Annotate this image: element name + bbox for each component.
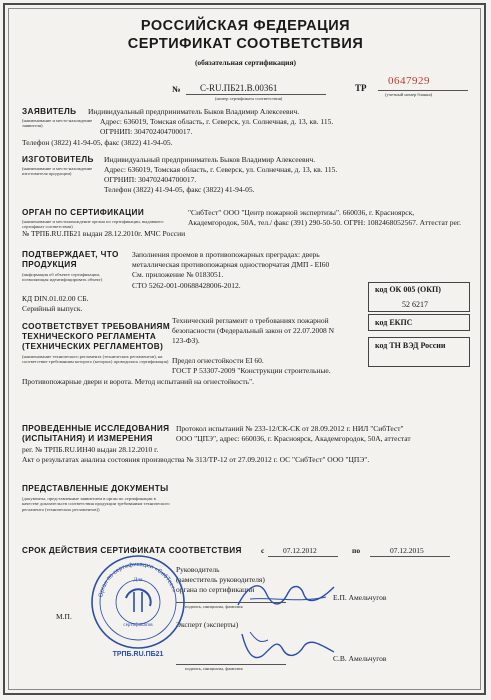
applicant-caption: (наименование и место-нахождение заявителя)	[22, 118, 93, 129]
compliance-label-2: ТЕХНИЧЕСКОГО РЕГЛАМЕНТА	[22, 332, 157, 341]
compliance-caption: (наименование технического регламента (технических регламентов), на соответствие требованиям которого (которых) проводилась сертификация)	[22, 354, 169, 365]
expert-label: Эксперт (эксперты)	[176, 620, 239, 629]
manufacturer-line2: Адрес: 636019, Томская область, г. Северск, ул. Солнечная, д. 13, кв. 115.	[104, 165, 338, 174]
compliance-line6: Противопожарные двери и ворота. Метод испытаний на огнестойкость".	[22, 377, 255, 386]
compliance-line5: ГОСТ Р 53307-2009 "Конструкции строительные.	[172, 366, 331, 375]
tests-line4: Акт о результатах анализа состояния производства № 313/ТР-12 от 27.09.2012 г. ОС "СибТест" ООО "ЦПЭ".	[22, 455, 370, 464]
validity-to-label: по	[352, 546, 361, 555]
official-seal	[88, 548, 188, 660]
head-line1: Руководитель	[176, 565, 220, 574]
certificate-number: C-RU.ПБ21.В.00361	[200, 83, 278, 93]
validity-to-underline	[370, 556, 450, 557]
applicant-line1: Индивидуальный предприниматель Быков Владимир Алексеевич.	[88, 107, 300, 116]
okp-value: 52 6217	[402, 300, 428, 309]
validity-from-label: с	[261, 546, 265, 555]
expert-signature-caption: подпись, инициалы, фамилия	[185, 666, 243, 671]
certification-type: (обязательная сертификация)	[194, 58, 297, 67]
mp-label: М.П.	[56, 612, 72, 621]
expert-signature	[232, 626, 342, 668]
applicant-line4: Телефон (3822) 41-94-05, факс (3822) 41-94-05.	[22, 138, 173, 147]
manufacturer-line3: ОГРНИП: 304702404700017.	[104, 175, 197, 184]
documents-label: ПРЕДСТАВЛЕННЫЕ ДОКУМЕНТЫ	[22, 484, 169, 493]
cert-body-line3: № ТРПБ.RU.ПБ21 выдан 28.12.2010г. МЧС России	[22, 229, 186, 238]
blank-caption: (учетный номер бланка)	[385, 92, 433, 97]
product-label-2: ПРОДУКЦИЯ	[22, 260, 77, 269]
product-line1: Заполнения проемов в противопожарных преградах: дверь	[132, 250, 320, 259]
validity-label: СРОК ДЕЙСТВИЯ СЕРТИФИКАТА СООТВЕТСТВИЯ	[22, 546, 242, 555]
applicant-line3: ОГРНИП: 304702404700017.	[100, 127, 193, 136]
number-label: №	[172, 84, 181, 94]
head-signature	[230, 575, 340, 615]
head-name: Е.П. Амельчугов	[333, 593, 387, 602]
blank-underline	[378, 90, 468, 91]
manufacturer-line4: Телефон (3822) 41-94-05, факс (3822) 41-94-05.	[104, 185, 255, 194]
head-line3: органа по сертификации	[176, 585, 255, 594]
validity-from-underline	[268, 556, 338, 557]
product-line2: металлическая противопожарная одностворчатая ДМП - EI60	[132, 260, 330, 269]
country-title: РОССИЙСКАЯ ФЕДЕРАЦИЯ	[140, 18, 351, 34]
certificate-title: СЕРТИФИКАТ СООТВЕТСТВИЯ	[127, 36, 364, 52]
product-line3: См. приложение № 0183051.	[132, 270, 224, 279]
applicant-line2: Адрес: 636019, Томская область, г. Северск, ул. Солнечная, д. 13, кв. 115.	[100, 117, 334, 126]
okp-label: код ОК 005 (ОКП)	[375, 285, 441, 294]
seal-ring-text: Орган по сертификации «СибТест»	[98, 561, 177, 598]
compliance-line1: Технический регламент о требованиях пожарной	[172, 316, 329, 325]
head-signature-caption: подпись, инициалы, фамилия	[185, 604, 243, 609]
compliance-line2: безопасности (Федеральный закон от 22.07.2008 N	[172, 326, 335, 335]
head-line2: (заместитель руководителя)	[176, 575, 265, 584]
ekps-box	[368, 314, 470, 331]
seal-bottom-text: ТРПБ.RU.ПБ21	[112, 651, 164, 658]
manufacturer-label: ИЗГОТОВИТЕЛЬ	[22, 155, 94, 164]
seal-center-text-2: сертификатов	[123, 623, 153, 628]
number-caption: (номер сертификата соответствия)	[215, 96, 283, 101]
number-underline	[186, 94, 326, 95]
tnved-label: код ТН ВЭД России	[375, 341, 446, 350]
product-label-1: ПОДТВЕРЖДАЕТ, ЧТО	[22, 250, 119, 259]
manufacturer-caption: (наименование и место-нахождение изготовителя продукции)	[22, 166, 93, 177]
cert-body-line1: "СибТест" ООО "Центр пожарной экспертизы". 660036, г. Красноярск,	[188, 208, 415, 217]
compliance-label-1: СООТВЕТСТВУЕТ ТРЕБОВАНИЯМ	[22, 322, 171, 331]
okp-box	[368, 282, 470, 312]
tests-line2: ООО "ЦПЭ", адрес: 660036, г. Красноярск, Академгородок, 50А, аттестат	[176, 434, 411, 443]
compliance-line3: 123-ФЗ).	[172, 336, 200, 345]
manufacturer-line1: Индивидуальный предприниматель Быков Владимир Алексеевич.	[104, 155, 316, 164]
blank-number: 0647929	[388, 75, 430, 87]
tests-line1: Протокол испытаний № 233-12/СК-СК от 28.09.2012 г. НИЛ "СибТест"	[176, 424, 404, 433]
tp-label: ТР	[355, 83, 367, 93]
validity-from: 07.12.2012	[283, 546, 317, 555]
documents-caption: (документы, представленные заявителем в орган по сертификации в качестве доказательств соответствия продукции требованиям технического регламента (технических регламентов))	[22, 496, 170, 512]
ekps-label: код ЕКПС	[375, 318, 413, 327]
product-line5: КД DIN.01.02.00 СБ.	[22, 294, 89, 303]
applicant-label: ЗАЯВИТЕЛЬ	[22, 107, 77, 116]
expert-name: С.В. Амельчугов	[333, 654, 387, 663]
compliance-label-3: (ТЕХНИЧЕСКИХ РЕГЛАМЕНТОВ)	[22, 342, 164, 351]
tests-line3: рег. № ТРПБ.RU.ИН40 выдан 28.12.2010 г.	[22, 445, 159, 454]
seal-center-text-1: Для	[133, 577, 143, 583]
tests-label-1: ПРОВЕДЕННЫЕ ИССЛЕДОВАНИЯ	[22, 424, 170, 433]
cert-body-line2: Академгородок, 50А, тел./ факс (391) 290-50-50. ОГРН: 1082468052567. Аттестат рег.	[188, 218, 461, 227]
tnved-box	[368, 337, 470, 367]
cert-body-caption: (наименование и местонахождение органа по сертификации, выдавшего сертификат соответствия)	[22, 219, 164, 230]
cert-body-label: ОРГАН ПО СЕРТИФИКАЦИИ	[22, 208, 145, 217]
tests-label-2: (ИСПЫТАНИЯ) И ИЗМЕРЕНИЯ	[22, 434, 153, 443]
product-line6: Серийный выпуск.	[22, 304, 83, 313]
compliance-line4: Предел огнестойкости EI 60.	[172, 356, 264, 365]
product-caption: (информация об объекте сертификации, позволяющая идентифицировать объект)	[22, 272, 103, 283]
product-line4: СТО 5262-001-00688428006-2012.	[132, 281, 241, 290]
validity-to: 07.12.2015	[390, 546, 424, 555]
